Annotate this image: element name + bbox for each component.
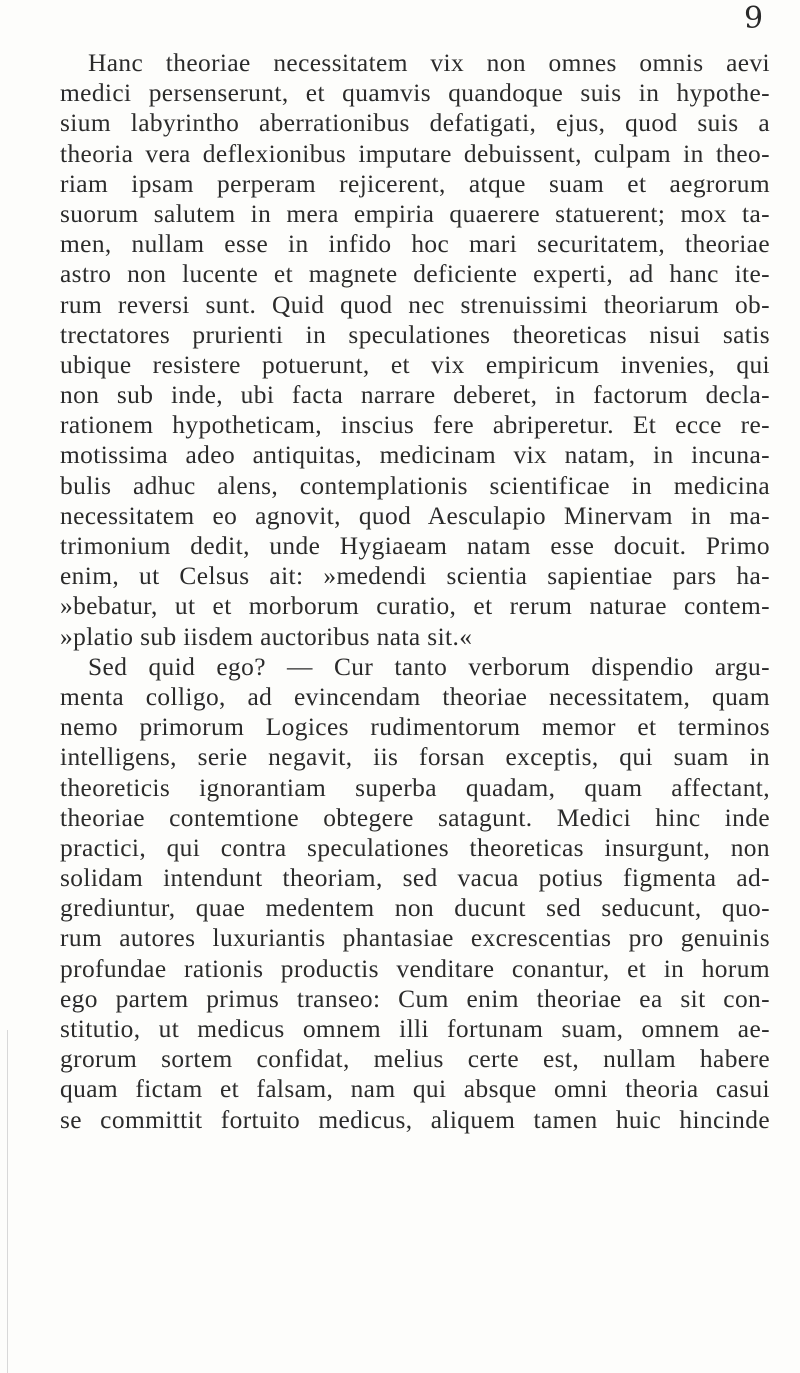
text-line: motissima adeo antiquitas, medicinam vix natam, in incuna-	[60, 441, 770, 470]
text-line: theoriae contemtione obtegere satagunt. Medici hinc inde	[60, 803, 770, 832]
text-line: practici, qui contra speculationes theoreticas insurgunt, non	[60, 833, 770, 862]
text-line: se committit fortuito medicus, aliquem tamen huic hincinde	[60, 1105, 770, 1134]
text-line: sium labyrintho aberrationibus defatigati, ejus, quod suis a	[60, 109, 770, 138]
text-line: rationem hypotheticam, inscius fere abriperetur. Et ecce re-	[60, 411, 770, 440]
text-line: necessitatem eo agnovit, quod Aesculapio Minervam in ma-	[60, 501, 770, 530]
text-line: grediuntur, quae medentem non ducunt sed seducunt, quo-	[60, 894, 770, 923]
page-number: 9	[744, 1, 764, 36]
text-line: theoria vera deflexionibus imputare debuissent, culpam in theo-	[60, 139, 770, 168]
text-line: rum autores luxuriantis phantasiae excrescentias pro genuinis	[60, 924, 770, 953]
text-line: menta colligo, ad evincendam theoriae necessitatem, quam	[60, 682, 770, 711]
text-line: men, nullam esse in infido hoc mari securitatem, theoriae	[60, 230, 770, 259]
text-line: bulis adhuc alens, contemplationis scientificae in medicina	[60, 471, 770, 500]
page-edge-line	[7, 1030, 8, 1373]
body-text	[60, 48, 770, 1135]
text-line: profundae rationis productis venditare conantur, et in horum	[60, 954, 770, 983]
text-line: »platio sub iisdem auctoribus nata sit.«	[60, 622, 473, 651]
text-line: Hanc theoriae necessitatem vix non omnes omnis aevi	[88, 49, 770, 77]
text-line: trimonium dedit, unde Hygiaeam natam esse docuit. Primo	[60, 532, 770, 560]
text-line: solidam intendunt theoriam, sed vacua potius figmenta ad-	[60, 864, 770, 893]
text-line: enim, ut Celsus ait: »medendi scientia sapientiae pars ha-	[60, 562, 770, 591]
text-line: ego partem primus transeo: Cum enim theoriae ea sit con-	[60, 984, 770, 1013]
text-line: Sed quid ego? — Cur tanto verborum dispendio argu-	[88, 652, 770, 681]
text-line: medici persenserunt, et quamvis quandoque suis in hypothe-	[60, 79, 770, 108]
text-line: nemo primorum Logices rudimentorum memor et terminos	[60, 713, 770, 742]
text-line: theoreticis ignorantiam superba quadam, quam affectant,	[60, 773, 770, 802]
text-line: intelligens, serie negavit, iis forsan exceptis, qui suam in	[60, 743, 770, 772]
text-line: grorum sortem confidat, melius certe est, nullam habere	[60, 1045, 770, 1074]
text-line: trectatores prurienti in speculationes theoreticas nisui satis	[60, 320, 770, 349]
text-line: riam ipsam perperam rejicerent, atque suam et aegrorum	[60, 169, 770, 198]
text-line: stitutio, ut medicus omnem illi fortunam suam, omnem ae-	[60, 1015, 770, 1043]
text-line: non sub inde, ubi facta narrare deberet, in factorum decla-	[60, 381, 770, 410]
text-line: ubique resistere potuerunt, et vix empiricum invenies, qui	[60, 350, 770, 379]
text-line: »bebatur, ut et morborum curatio, et rerum naturae contem-	[60, 592, 770, 621]
text-line: rum reversi sunt. Quid quod nec strenuissimi theoriarum ob-	[60, 290, 770, 319]
text-line: quam fictam et falsam, nam qui absque omni theoria casui	[60, 1075, 770, 1104]
text-line: suorum salutem in mera empiria quaerere statuerent; mox ta-	[60, 199, 770, 228]
text-line: astro non lucente et magnete deficiente experti, ad hanc ite-	[60, 260, 770, 289]
